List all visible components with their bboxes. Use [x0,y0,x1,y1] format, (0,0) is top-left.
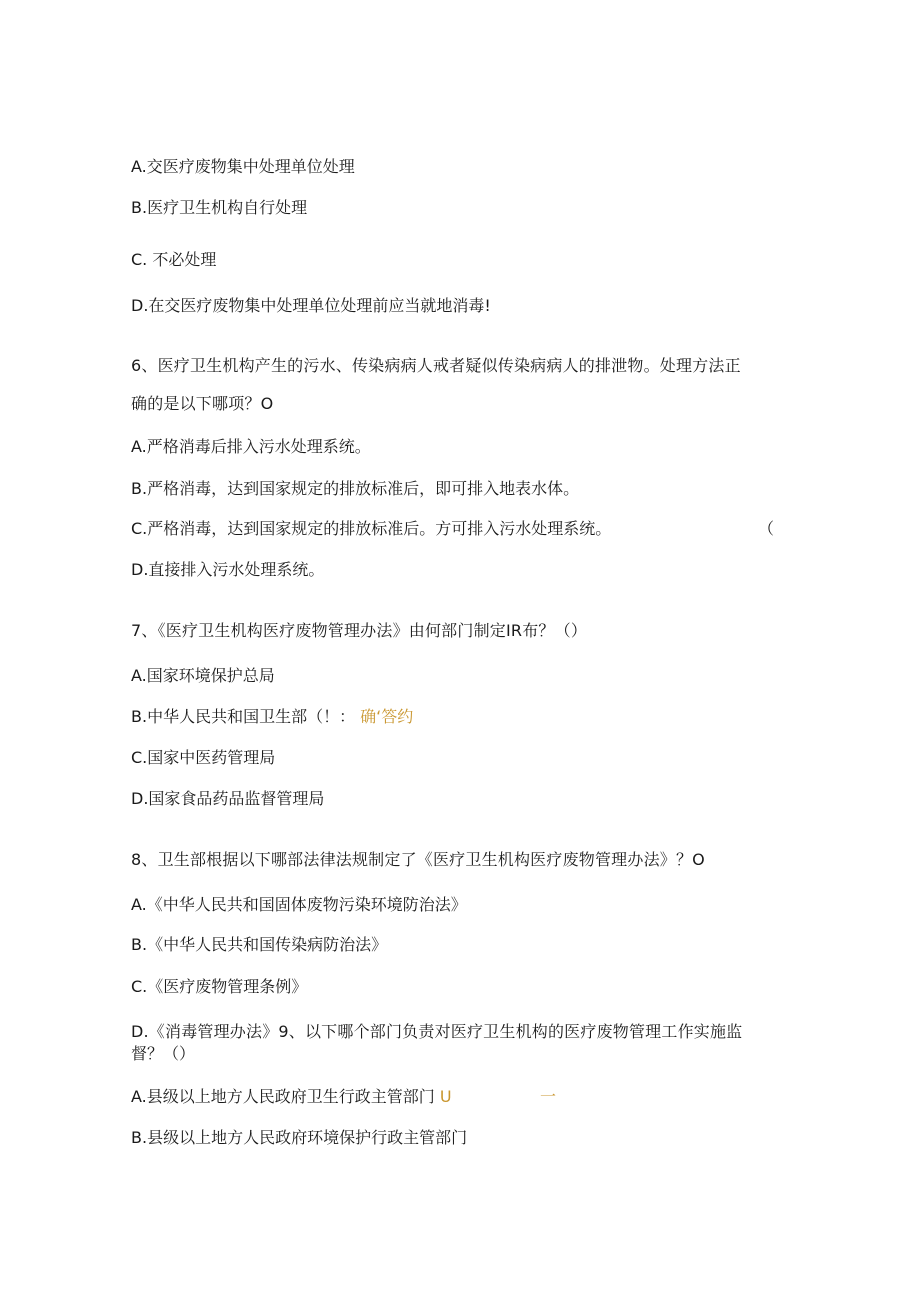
q9-option-a-text: A.县级以上地方人民政府卫生行政主管部门 [131,1087,435,1106]
q6-question-line2: 确的是以下哪项？O [131,394,274,413]
q5-option-b: B.医疗卫生机构自行处理 [131,198,308,217]
q9-option-a [131,1086,452,1108]
answer-mark-u: U [439,1087,452,1106]
q7-question: 7、《医疗卫生机构医疗废物管理办法》由何部门制定IR布？（） [131,621,588,640]
q9-question-line2: 督？（） [131,1044,196,1063]
q7-option-c: C.国家中医药管理局 [131,748,276,767]
q8-option-b: B.《中华人民共和国传染病防治法》 [131,935,388,954]
q5-option-d: D.在交医疗废物集中处理单位处理前应当就地消毒! [131,296,491,315]
q9-option-b: B.县级以上地方人民政府环境保护行政主管部门 [131,1128,468,1147]
q8-option-a: A.《中华人民共和国固体废物污染环境防治法》 [131,895,467,914]
q6-option-c-bracket: （ [758,519,775,538]
q8-option-c: C.《医疗废物管理条例》 [131,977,308,996]
q6-option-c: C.严格消毒，达到国家规定的排放标准后。方可排入污水处理系统。 [131,519,612,538]
q6-option-d: D.直接排入污水处理系统。 [131,560,325,579]
q5-option-c: C. 不必处理 [131,250,217,269]
q8-question: 8、卫生部根据以下哪部法律法规制定了《医疗卫生机构医疗废物管理办法》？O [131,850,705,869]
q5-option-a: A.交医疗废物集中处理单位处理 [131,157,355,176]
q7-option-b [131,706,413,728]
q8-option-d-q9-line1: D.《消毒管理办法》9、以下哪个部门负责对医疗卫生机构的医疗废物管理工作实施监 [131,1022,743,1041]
q6-option-b: B.严格消毒，达到国家规定的排放标准后，即可排入地表水体。 [131,479,580,498]
answer-mark: 确‘答约 [360,707,414,726]
q7-option-a: A.国家环境保护总局 [131,666,275,685]
q7-option-b-text: B.中华人民共和国卫生部（！： [131,707,356,726]
answer-mark-dash: 一 [540,1087,557,1106]
q6-option-a: A.严格消毒后排入污水处理系统。 [131,437,371,456]
q7-option-d: D.国家食品药品监督管理局 [131,789,325,808]
q6-question-line1: 6、医疗卫生机构产生的污水、传染病病人戒者疑似传染病病人的排泄物。处理方法正 [131,356,741,375]
